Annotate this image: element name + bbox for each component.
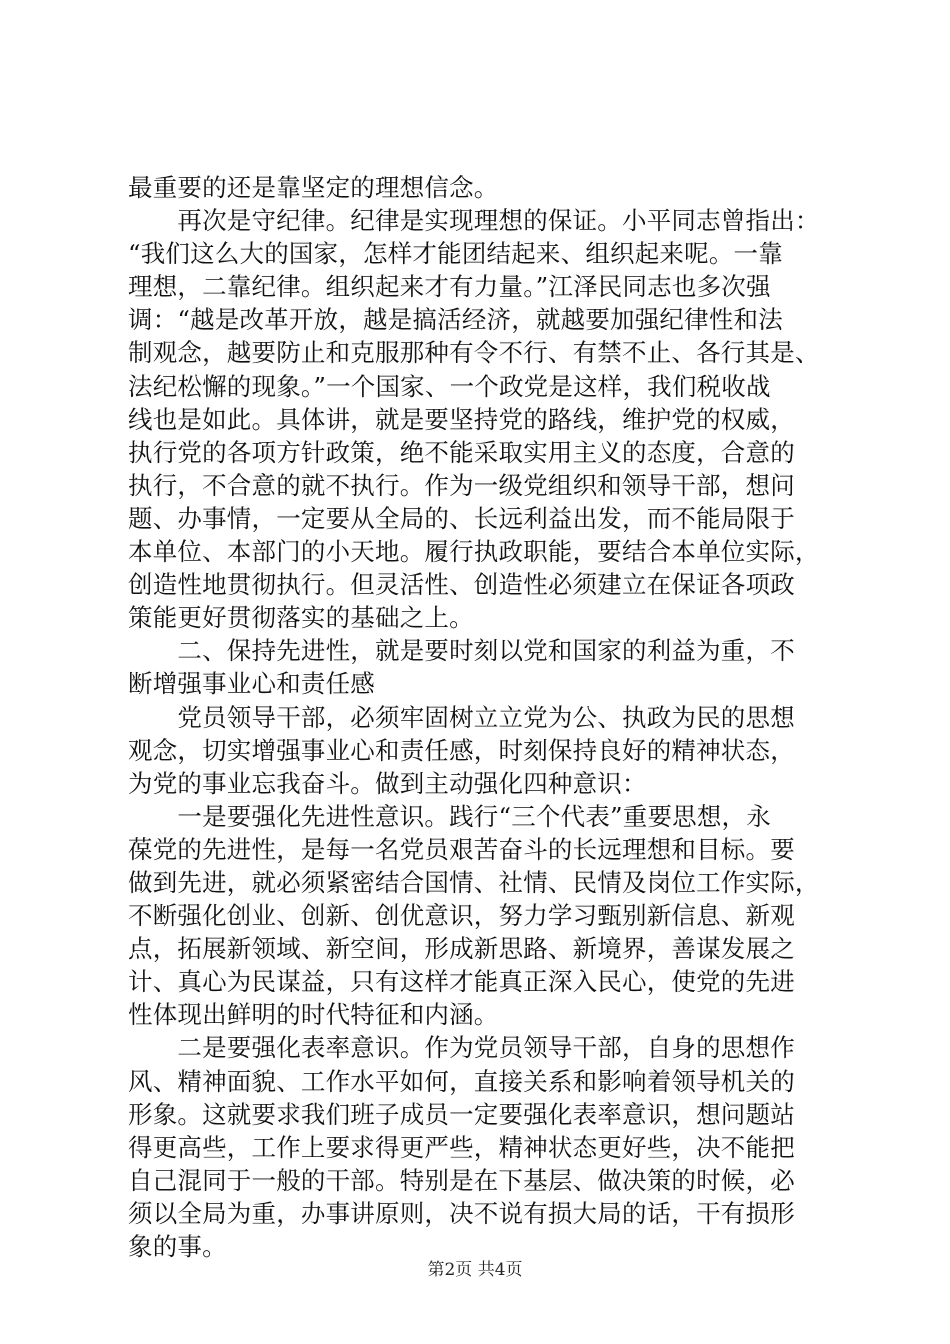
text-line: 调：“越是改革开放，越是搞活经济，就越要加强纪律性和法 [128,305,783,335]
body-text [128,171,852,1263]
text-line: 制观念，越要防止和克服那种有令不行、有禁不止、各行其是、 [128,338,820,368]
text-line: 执行，不合意的就不执行。作为一级党组织和领导干部，想问 [128,470,795,500]
text-line: 线也是如此。具体讲，就是要坚持党的路线，维护党的权威， [128,404,795,434]
text-line: 策能更好贯彻落实的基础之上。 [128,603,474,633]
text-line: 做到先进，就必须紧密结合国情、社情、民情及岗位工作实际， [128,867,820,897]
text-line: 象的事。 [128,1232,227,1261]
text-line: 观念，切实增强事业心和责任感，时刻保持良好的精神状态， [128,735,795,765]
page-number-label: 第2页 共4页 [427,1260,523,1280]
text-line: 形象。这就要求我们班子成员一定要强化表率意识，想问题站 [128,1099,795,1129]
text-line: 点，拓展新领域、新空间，形成新思路、新境界，善谋发展之 [128,934,795,964]
text-line: 题、办事情，一定要从全局的、长远利益出发，而不能局限于 [128,503,795,533]
text-line: 为党的事业忘我奋斗。做到主动强化四种意识： [128,768,647,798]
text-line: 断增强事业心和责任感 [128,669,375,699]
text-line: 创造性地贯彻执行。但灵活性、创造性必须建立在保证各项政 [128,570,795,600]
text-line: 自己混同于一般的干部。特别是在下基层、做决策的时候，必 [128,1165,795,1195]
text-line: 不断强化创业、创新、创优意识，努力学习甄别新信息、新观 [128,901,795,931]
text-line: 得更高些，工作上要求得更严些，精神状态更好些，决不能把 [128,1132,795,1162]
text-line: 计、真心为民谋益，只有这样才能真正深入民心，使党的先进 [128,967,795,997]
text-line: 最重要的还是靠坚定的理想信念。 [128,173,499,202]
text-line: 二、保持先进性，就是要时刻以党和国家的利益为重，不 [128,636,795,666]
text-line: 一是要强化先进性意识。践行“三个代表”重要思想，永 [128,801,771,831]
text-line: 二是要强化表率意识。作为党员领导干部，自身的思想作 [128,1033,795,1063]
text-line: 党员领导干部，必须牢固树立立党为公、执政为民的思想 [128,702,795,732]
text-line: 性体现出鲜明的时代特征和内涵。 [128,1000,499,1030]
text-line: 须以全局为重，办事讲原则，决不说有损大局的话，干有损形 [128,1198,795,1228]
text-line: 执行党的各项方针政策，绝不能采取实用主义的态度，合意的 [128,437,795,467]
text-line: 法纪松懈的现象。”一个国家、一个政党是这样，我们税收战 [128,371,771,401]
text-line: “我们这么大的国家，怎样才能团结起来、组织起来呢。一靠 [128,239,783,269]
page-footer [0,1258,950,1282]
text-line: 本单位、本部门的小天地。履行执政职能，要结合本单位实际， [128,537,820,567]
text-line: 风、精神面貌、工作水平如何，直接关系和影响着领导机关的 [128,1066,795,1096]
text-line: 葆党的先进性，是每一名党员艰苦奋斗的长远理想和目标。要 [128,834,795,864]
text-line: 理想，二靠纪律。组织起来才有力量。”江泽民同志也多次强 [128,272,771,302]
text-line: 再次是守纪律。纪律是实现理想的保证。小平同志曾指出： [128,206,820,236]
